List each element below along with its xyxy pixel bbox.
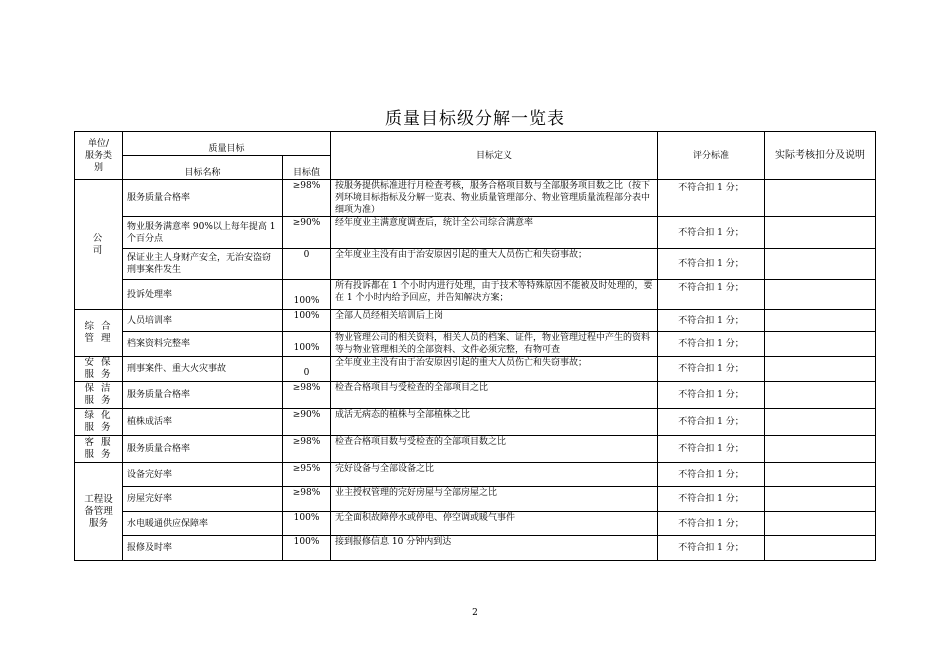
scoring-cell: 不符合扣 1 分； <box>658 409 765 436</box>
table-row <box>75 487 876 512</box>
unit-cell: 绿 化 服 务 <box>75 409 123 436</box>
actual-deduction-cell <box>765 512 876 536</box>
actual-deduction-cell <box>765 382 876 409</box>
actual-deduction-cell <box>765 436 876 463</box>
actual-deduction-cell <box>765 536 876 561</box>
target-name-cell: 服务质量合格率 <box>123 180 283 217</box>
header-unit: 单位/ 服务类 别 <box>75 132 123 180</box>
scoring-cell: 不符合扣 1 分； <box>658 382 765 409</box>
scoring-cell: 不符合扣 1 分； <box>658 217 765 249</box>
actual-deduction-cell <box>765 357 876 382</box>
actual-deduction-cell <box>765 280 876 310</box>
table-row <box>75 310 876 332</box>
actual-deduction-cell <box>765 409 876 436</box>
target-definition-cell: 全年度业主没有由于治安原因引起的重大人员伤亡和失窃事故； <box>331 357 658 382</box>
target-name-cell: 服务质量合格率 <box>123 382 283 409</box>
page-number: 2 <box>472 608 478 618</box>
table-row <box>75 357 876 382</box>
header-actual: 实际考核扣分及说明 <box>765 132 876 180</box>
table-row <box>75 217 876 249</box>
target-value-cell: ≥98% <box>283 382 331 409</box>
target-name-cell: 设备完好率 <box>123 463 283 487</box>
target-definition-cell: 接到报修信息 10 分钟内到达 <box>331 536 658 561</box>
target-value-cell: ≥98% <box>283 436 331 463</box>
target-definition-cell: 物业管理公司的相关资料，相关人员的档案、证件，物业管理过程中产生的资料等与物业管理相关的全部资料、文件必须完整，有物可查 <box>331 332 658 357</box>
target-value-cell: ≥98% <box>283 487 331 512</box>
target-value-cell: ≥90% <box>283 409 331 436</box>
target-definition-cell: 完好设备与全部设备之比 <box>331 463 658 487</box>
target-definition-cell: 无全面积故障停水或停电、停空调或暖气事件 <box>331 512 658 536</box>
target-name-cell: 人员培训率 <box>123 310 283 332</box>
actual-deduction-cell <box>765 249 876 280</box>
table-row <box>75 249 876 280</box>
target-definition-cell: 所有投诉都在 1 个小时内进行处理，由于技术等特殊原因不能被及时处理的，要在 1 个小时内给予回应，并告知解决方案； <box>331 280 658 310</box>
target-name-cell: 水电暖通供应保障率 <box>123 512 283 536</box>
actual-deduction-cell <box>765 487 876 512</box>
target-value-cell: 100% <box>283 512 331 536</box>
target-name-cell: 报修及时率 <box>123 536 283 561</box>
target-name-cell: 保证业主人身财产安全，无治安盗窃刑事案件发生 <box>123 249 283 280</box>
header-definition: 目标定义 <box>331 132 658 180</box>
header-quality-target: 质量目标 <box>123 132 331 156</box>
target-name-cell: 档案资料完整率 <box>123 332 283 357</box>
scoring-cell: 不符合扣 1 分； <box>658 249 765 280</box>
unit-cell: 工程设 备管理 服务 <box>75 463 123 561</box>
target-value-cell: 100% <box>283 310 331 332</box>
table-row <box>75 536 876 561</box>
target-definition-cell: 全年度业主没有由于治安原因引起的重大人员伤亡和失窃事故； <box>331 249 658 280</box>
scoring-cell: 不符合扣 1 分； <box>658 357 765 382</box>
header-target-value: 目标值 <box>283 156 331 180</box>
target-definition-cell: 检查合格项目与受检查的全部项目之比 <box>331 382 658 409</box>
table-row <box>75 409 876 436</box>
table-row <box>75 463 876 487</box>
target-value-cell: 100% <box>283 536 331 561</box>
target-value-cell: ≥98% <box>283 180 331 217</box>
scoring-cell: 不符合扣 1 分； <box>658 310 765 332</box>
table-row <box>75 382 876 409</box>
unit-cell: 综 合 管 理 <box>75 310 123 357</box>
scoring-cell: 不符合扣 1 分； <box>658 332 765 357</box>
header-scoring: 评分标准 <box>658 132 765 180</box>
unit-cell: 保 洁 服 务 <box>75 382 123 409</box>
target-name-cell: 服务质量合格率 <box>123 436 283 463</box>
scoring-cell: 不符合扣 1 分； <box>658 436 765 463</box>
target-value-cell: ≥90% <box>283 217 331 249</box>
table-row <box>75 280 876 310</box>
target-definition-cell: 检查合格项目数与受检查的全部项目数之比 <box>331 436 658 463</box>
target-definition-cell: 成活无病态的植株与全部植株之比 <box>331 409 658 436</box>
scoring-cell: 不符合扣 1 分； <box>658 463 765 487</box>
target-value-cell: ≥95% <box>283 463 331 487</box>
unit-cell: 安 保 服 务 <box>75 357 123 382</box>
target-value-cell: 0 <box>283 249 331 280</box>
target-definition-cell: 业主授权管理的完好房屋与全部房屋之比 <box>331 487 658 512</box>
scoring-cell: 不符合扣 1 分； <box>658 180 765 217</box>
target-definition-cell: 按服务提供标准进行月检查考核，服务合格项目数与全部服务项目数之比（按下列环境目标指标及分解一览表、物业质量管理部分、物业管理质量流程部分表中细项为准） <box>331 180 658 217</box>
target-value-cell: 100% <box>283 332 331 357</box>
scoring-cell: 不符合扣 1 分； <box>658 536 765 561</box>
table-row <box>75 436 876 463</box>
target-definition-cell: 经年度业主满意度调查后，统计全公司综合满意率 <box>331 217 658 249</box>
table-row <box>75 512 876 536</box>
actual-deduction-cell <box>765 310 876 332</box>
scoring-cell: 不符合扣 1 分； <box>658 280 765 310</box>
target-name-cell: 房屋完好率 <box>123 487 283 512</box>
unit-cell: 客 服 服 务 <box>75 436 123 463</box>
quality-target-table <box>74 131 876 561</box>
scoring-cell: 不符合扣 1 分； <box>658 487 765 512</box>
target-definition-cell: 全部人员经相关培训后上岗 <box>331 310 658 332</box>
table-row <box>75 180 876 217</box>
actual-deduction-cell <box>765 180 876 217</box>
header-target-name: 目标名称 <box>123 156 283 180</box>
target-value-cell: 100% <box>283 280 331 310</box>
actual-deduction-cell <box>765 332 876 357</box>
document-title: 质量目标级分解一览表 <box>385 109 565 129</box>
unit-cell: 公 司 <box>75 180 123 310</box>
actual-deduction-cell <box>765 217 876 249</box>
scoring-cell: 不符合扣 1 分； <box>658 512 765 536</box>
target-name-cell: 物业服务满意率 90%以上每年提高 1 个百分点 <box>123 217 283 249</box>
table-row <box>75 332 876 357</box>
actual-deduction-cell <box>765 463 876 487</box>
target-name-cell: 刑事案件、重大火灾事故 <box>123 357 283 382</box>
target-name-cell: 投诉处理率 <box>123 280 283 310</box>
target-value-cell: 0 <box>283 357 331 382</box>
target-name-cell: 植株成活率 <box>123 409 283 436</box>
